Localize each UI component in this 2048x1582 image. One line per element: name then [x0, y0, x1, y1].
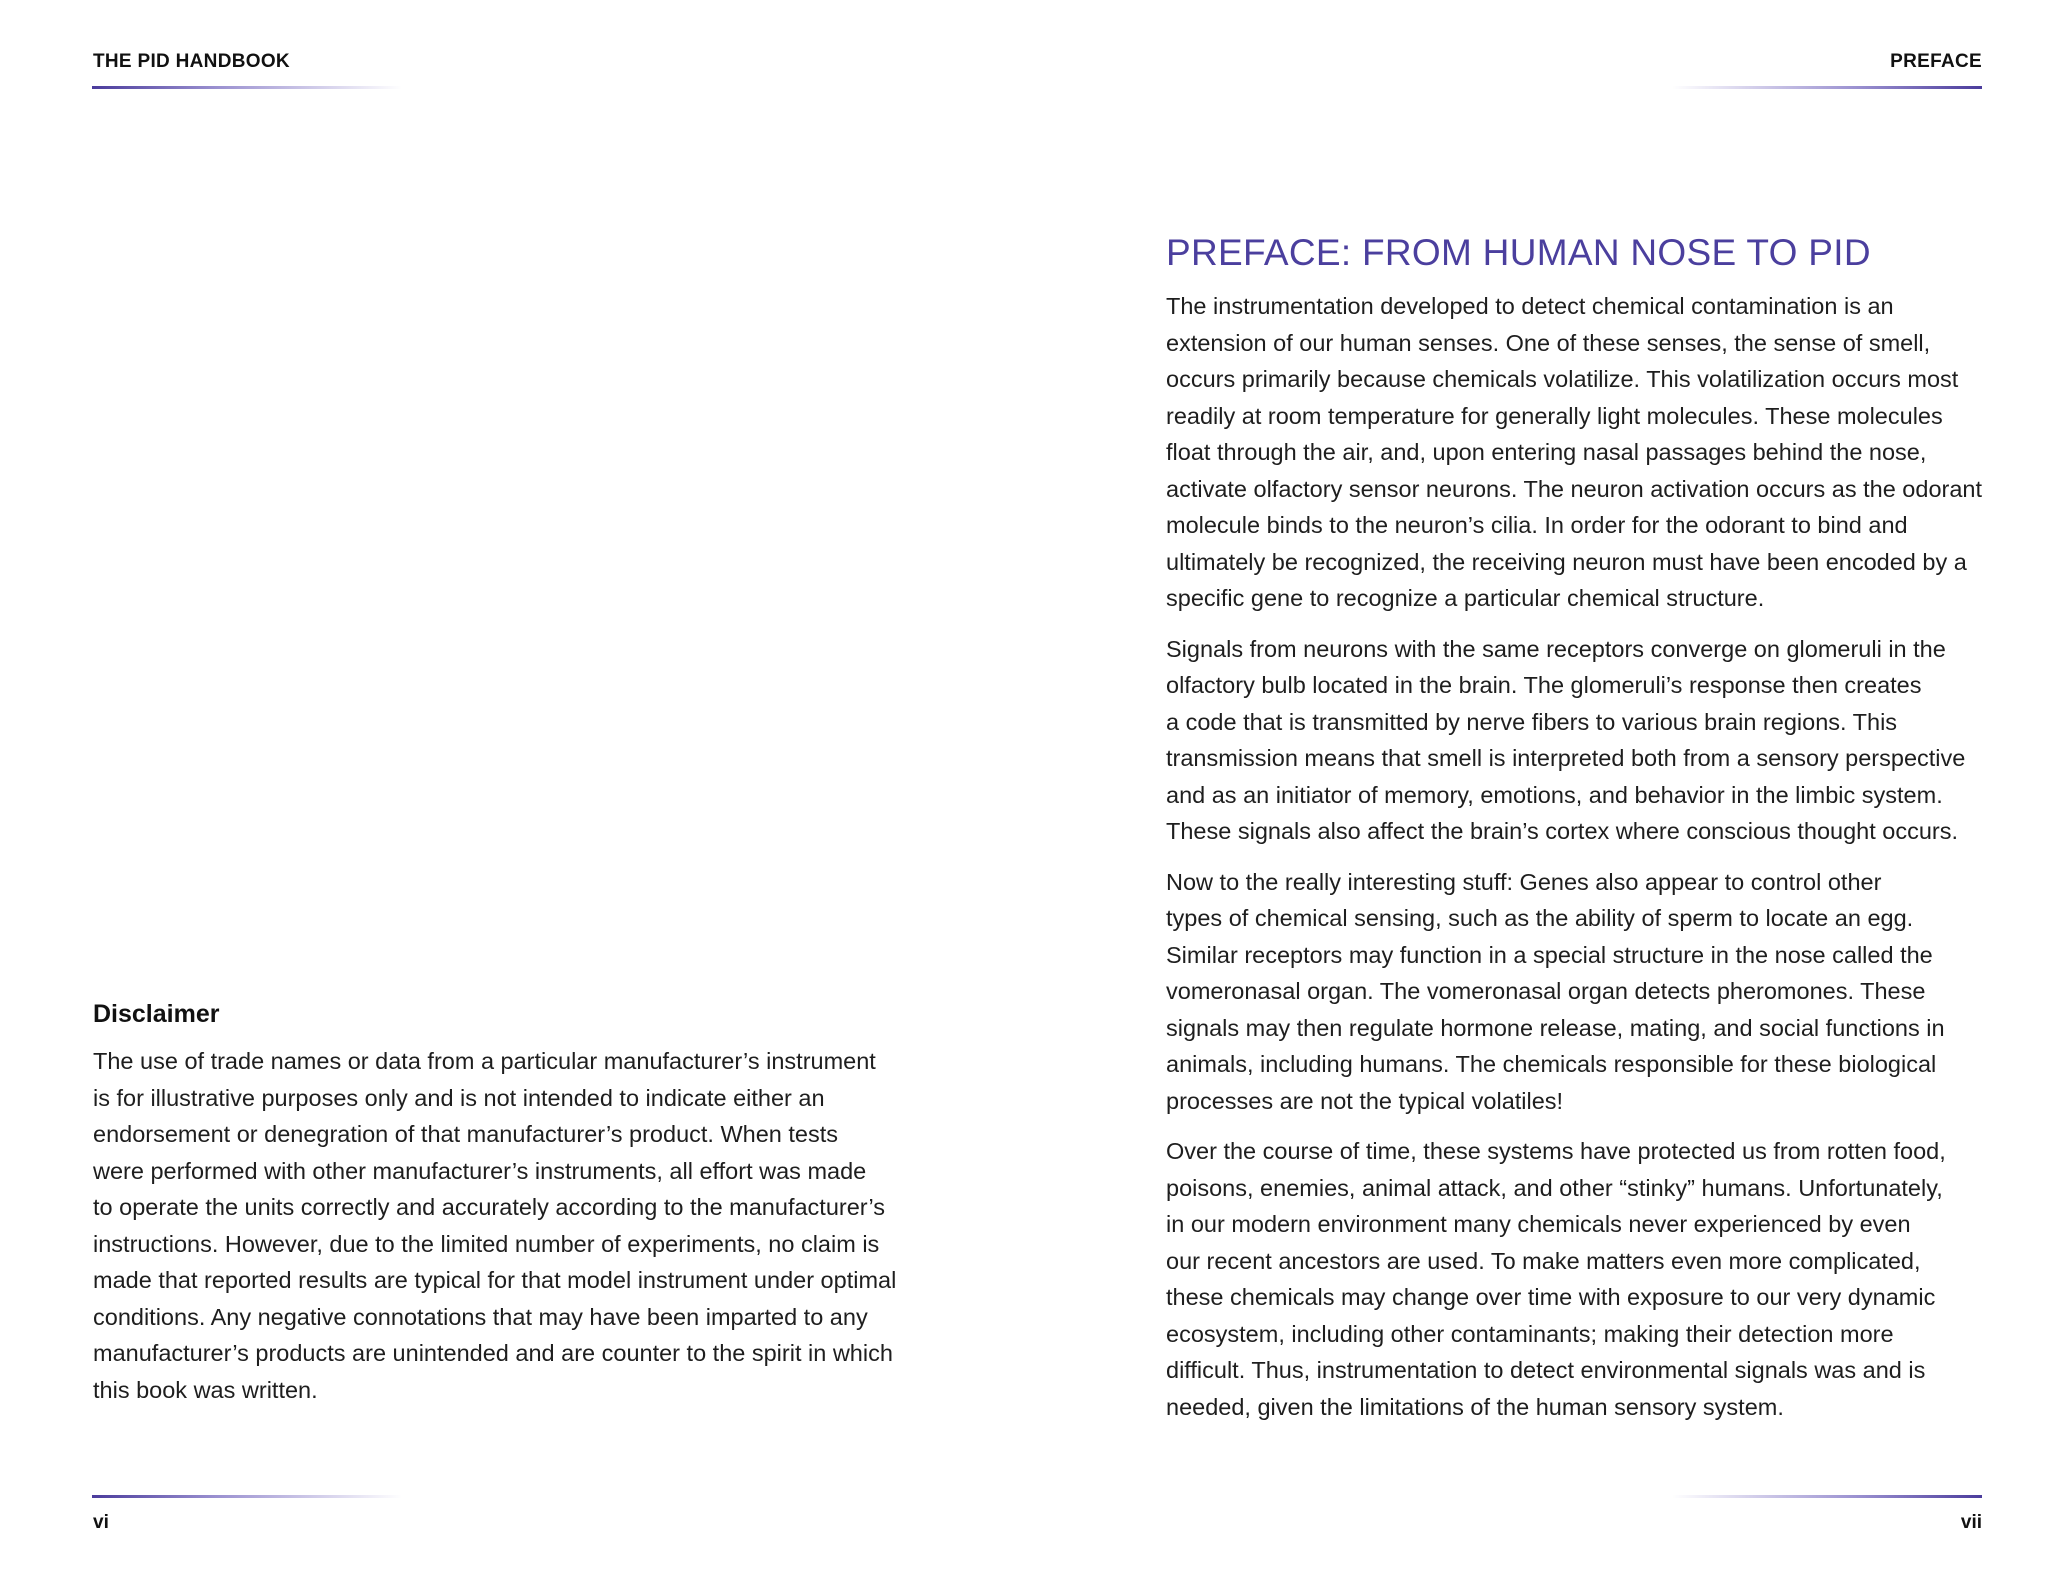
- disclaimer-heading: Disclaimer: [93, 1000, 220, 1028]
- text-line: types of chemical sensing, such as the ability of sperm to locate an egg.: [1166, 905, 1914, 931]
- paragraph: [1166, 288, 1986, 617]
- text-line: made that reported results are typical for that model instrument under optimal: [93, 1267, 897, 1293]
- right-page: [1024, 0, 2048, 1582]
- text-line: this book was written.: [93, 1376, 318, 1403]
- paragraph: [1166, 864, 1986, 1120]
- text-line: difficult. Thus, instrumentation to detect environmental signals was and is: [1166, 1357, 1926, 1383]
- text-line: The instrumentation developed to detect chemical contamination is an: [1166, 293, 1894, 319]
- text-line: manufacturer’s products are unintended and are counter to the spirit in which: [93, 1340, 893, 1366]
- text-line: vomeronasal organ. The vomeronasal organ detects pheromones. These: [1166, 978, 1926, 1004]
- text-line: The use of trade names or data from a particular manufacturer’s instrument: [93, 1048, 876, 1074]
- text-line: molecule binds to the neuron’s cilia. In order for the odorant to bind and: [1166, 512, 1908, 538]
- text-line: conditions. Any negative connotations that may have been imparted to any: [93, 1303, 868, 1330]
- footer-rule-left: [92, 1495, 402, 1498]
- running-head-left: THE PID HANDBOOK: [93, 51, 290, 72]
- page-number-left: vi: [93, 1512, 109, 1533]
- header-rule-right: [1672, 86, 1982, 89]
- text-line: endorsement or denegration of that manufacturer’s product. When tests: [93, 1121, 839, 1147]
- page-number-right: vii: [1960, 1512, 1982, 1533]
- text-line: needed, given the limitations of the human sensory system.: [1166, 1393, 1784, 1420]
- text-line: to operate the units correctly and accurately according to the manufacturer’s: [93, 1194, 886, 1220]
- text-line: olfactory bulb located in the brain. The glomeruli’s response then creates: [1166, 672, 1922, 698]
- text-line: specific gene to recognize a particular chemical structure.: [1166, 585, 1765, 611]
- text-line: activate olfactory sensor neurons. The neuron activation occurs as the odorant: [1166, 475, 1983, 502]
- text-line: a code that is transmitted by nerve fibers to various brain regions. This: [1166, 708, 1898, 735]
- disclaimer-text: [93, 1043, 913, 1408]
- text-line: Over the course of time, these systems have protected us from rotten food,: [1166, 1138, 1946, 1164]
- paragraph: [1166, 631, 1986, 850]
- footer-rule-right: [1672, 1495, 1982, 1498]
- text-line: and as an initiator of memory, emotions, and behavior in the limbic system.: [1166, 781, 1943, 808]
- text-line: transmission means that smell is interpreted both from a sensory perspective: [1166, 745, 1966, 771]
- paragraph: [1166, 1133, 1986, 1425]
- text-line: Signals from neurons with the same receptors converge on glomeruli in the: [1166, 635, 1946, 662]
- text-line: animals, including humans. The chemicals responsible for these biological: [1166, 1051, 1937, 1077]
- text-line: our recent ancestors are used. To make matters even more complicated,: [1166, 1247, 1921, 1274]
- preface-section: [1166, 232, 1986, 1439]
- text-line: ecosystem, including other contaminants; making their detection more: [1166, 1320, 1894, 1347]
- text-line: is for illustrative purposes only and is not intended to indicate either an: [93, 1084, 825, 1111]
- text-line: These signals also affect the brain’s cortex where conscious thought occurs.: [1166, 818, 1959, 844]
- running-head-right: PREFACE: [1890, 51, 1982, 72]
- text-line: extension of our human senses. One of these senses, the sense of smell,: [1166, 329, 1931, 356]
- text-line: readily at room temperature for generally light molecules. These molecules: [1166, 402, 1943, 429]
- text-line: processes are not the typical volatiles!: [1166, 1087, 1564, 1114]
- header-rule-left: [92, 86, 402, 89]
- text-line: signals may then regulate hormone release, mating, and social functions in: [1166, 1014, 1945, 1041]
- text-line: these chemicals may change over time with exposure to our very dynamic: [1166, 1284, 1936, 1310]
- text-line: Now to the really interesting stuff: Genes also appear to control other: [1166, 868, 1882, 895]
- text-line: ultimately be recognized, the receiving neuron must have been encoded by a: [1166, 548, 1967, 575]
- text-line: Similar receptors may function in a special structure in the nose called the: [1166, 941, 1933, 968]
- text-line: float through the air, and, upon entering nasal passages behind the nose,: [1166, 439, 1927, 465]
- text-line: occurs primarily because chemicals volatilize. This volatilization occurs most: [1166, 366, 1959, 392]
- text-line: in our modern environment many chemicals never experienced by even: [1166, 1211, 1911, 1237]
- text-line: were performed with other manufacturer’s instruments, all effort was made: [93, 1157, 867, 1184]
- disclaimer-section: [93, 1000, 913, 1408]
- chapter-title: PREFACE: FROM HUMAN NOSE TO PID: [1166, 232, 1871, 273]
- text-line: instructions. However, due to the limited number of experiments, no claim is: [93, 1230, 880, 1257]
- text-line: poisons, enemies, animal attack, and other “stinky” humans. Unfortunately,: [1166, 1174, 1943, 1201]
